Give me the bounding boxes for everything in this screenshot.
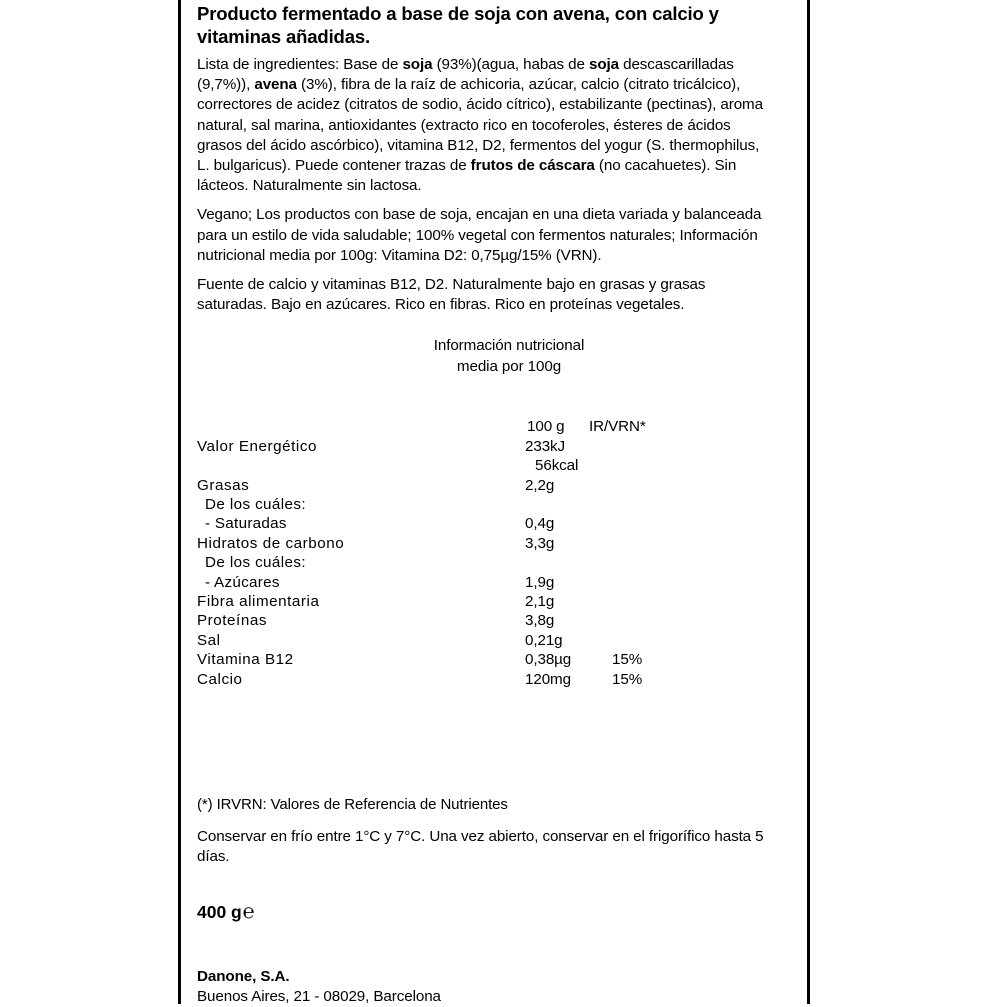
label-content [197, 2, 795, 1007]
ingredients-text-5: (no cacahuetes). Sin lácteos. Naturalmente sin lactosa. [197, 157, 737, 195]
nutrient-label-fat: Grasas [197, 476, 250, 494]
table-row [197, 670, 791, 689]
nutrient-value-sugars: 1,9g [525, 573, 555, 591]
storage-instructions: Conservar en frío entre 1°C y 7°C. Una vez abierto, conservar en el frigorífico hasta 5 días. [197, 827, 764, 866]
nutrition-table-heading [197, 336, 759, 377]
table-row [197, 611, 791, 630]
table-header-row [197, 417, 791, 436]
table-row [197, 631, 791, 650]
nutrient-label-vitamin-b12: Vitamina B12 [197, 651, 294, 669]
nutrition-facts-table [197, 417, 791, 688]
table-row [197, 553, 791, 572]
company-name: Danone, S.A. [197, 968, 290, 986]
nutrient-value-vitamin-b12: 0,38µg [525, 651, 572, 669]
nutrient-value-saturates: 0,4g [525, 515, 555, 533]
allergen-soja-2: soja [588, 56, 619, 73]
allergen-avena: avena [254, 76, 297, 94]
nutrient-value-protein: 3,8g [525, 612, 555, 630]
nutrient-value-carbohydrates: 3,3g [525, 534, 555, 552]
vegan-claims-paragraph: Vegano; Los productos con base de soja, encajan en una dieta variada y balanceada para un estilo de vida saludable; 100% vegetal con fermentos naturales; Información nutricional media por 100g: Vitamina D2: 0,75µg/15% (VRN). [197, 206, 762, 264]
ingredients-text-1: Lista de ingredientes: Base de [197, 56, 403, 73]
nutrient-label-sugars: - Azúcares [205, 573, 280, 591]
nutrient-label-salt: Sal [197, 631, 221, 649]
net-weight [197, 901, 795, 924]
estimated-sign-icon: ℮ [242, 901, 255, 924]
table-row [197, 495, 791, 514]
vrn-footnote: (*) IRVRN: Valores de Referencia de Nutrientes [197, 795, 508, 813]
nutrient-label-carbohydrates: Hidratos de carbono [197, 534, 345, 552]
nutrition-label-panel [178, 0, 810, 1004]
nutrient-value-energy-kj: 233kJ [525, 437, 566, 455]
nutrient-label-of-which-carbs: De los cuáles: [205, 554, 306, 572]
allergen-frutos-cascara: frutos de cáscara [470, 157, 595, 175]
nutrient-label-calcium: Calcio [197, 670, 243, 688]
company-address: Buenos Aires, 21 - 08029, Barcelona [197, 988, 441, 1006]
nutrition-heading-line-1: Información nutricional [433, 337, 585, 355]
nutrient-label-saturates: - Saturadas [205, 515, 287, 533]
footnote-section [197, 795, 795, 867]
table-row [197, 476, 791, 495]
nutrient-value-fibre: 2,1g [525, 592, 555, 610]
nutrition-claims-paragraph: Fuente de calcio y vitaminas B12, D2. Naturalmente bajo en grasas y grasas saturadas. Bajo en azúcares. Rico en fibras. Rico en proteínas vegetales. [197, 276, 706, 314]
nutrient-label-energy: Valor Energético [197, 437, 317, 455]
nutrient-value-energy-kcal: 56kcal [535, 457, 579, 475]
nutrient-value-fat: 2,2g [525, 476, 555, 494]
table-row [197, 514, 791, 533]
table-row [197, 573, 791, 592]
nutrient-value-salt: 0,21g [525, 631, 563, 649]
page-title: Producto fermentado a base de soja con avena, con calcio y vitaminas añadidas. [197, 3, 719, 47]
ingredients-text-2: (93%)(agua, habas de [432, 56, 589, 73]
nutrient-vrn-vitamin-b12: 15% [612, 651, 643, 669]
column-header-amount: 100 g [527, 418, 565, 436]
column-header-vrn: IR/VRN* [589, 418, 646, 436]
table-row [197, 456, 791, 475]
nutrient-vrn-calcium: 15% [612, 670, 643, 688]
nutrient-label-fibre: Fibra alimentaria [197, 592, 320, 610]
manufacturer-section [197, 967, 795, 1007]
nutrient-value-calcium: 120mg [525, 670, 571, 688]
ingredients-text-3: descascarilladas (9,7%)), [197, 56, 734, 94]
nutrient-label-protein: Proteínas [197, 612, 267, 630]
table-row [197, 650, 791, 669]
nutrition-heading-line-2: media por 100g [456, 357, 562, 375]
ingredients-list [197, 55, 775, 196]
table-row [197, 437, 791, 456]
net-weight-value: 400 g [197, 902, 242, 923]
table-row [197, 534, 791, 553]
ingredients-text-4: (3%), fibra de la raíz de achicoria, azúcar, calcio (citrato tricálcico), correctores de acidez (citratos de sodio, ácido cítrico), estabilizante (pectinas), aroma natural, sal marina, antioxidantes (extracto rico en tocoferoles, ésteres de ácidos grasos del ácido ascórbico), vitamina B12, D2, fermentos del yogur (S. thermophilus, L. bulgaricus). Puede contener trazas de [197, 76, 763, 175]
nutrient-label-of-which-fat: De los cuáles: [205, 496, 306, 513]
table-row [197, 592, 791, 611]
allergen-soja-1: soja [402, 56, 433, 73]
